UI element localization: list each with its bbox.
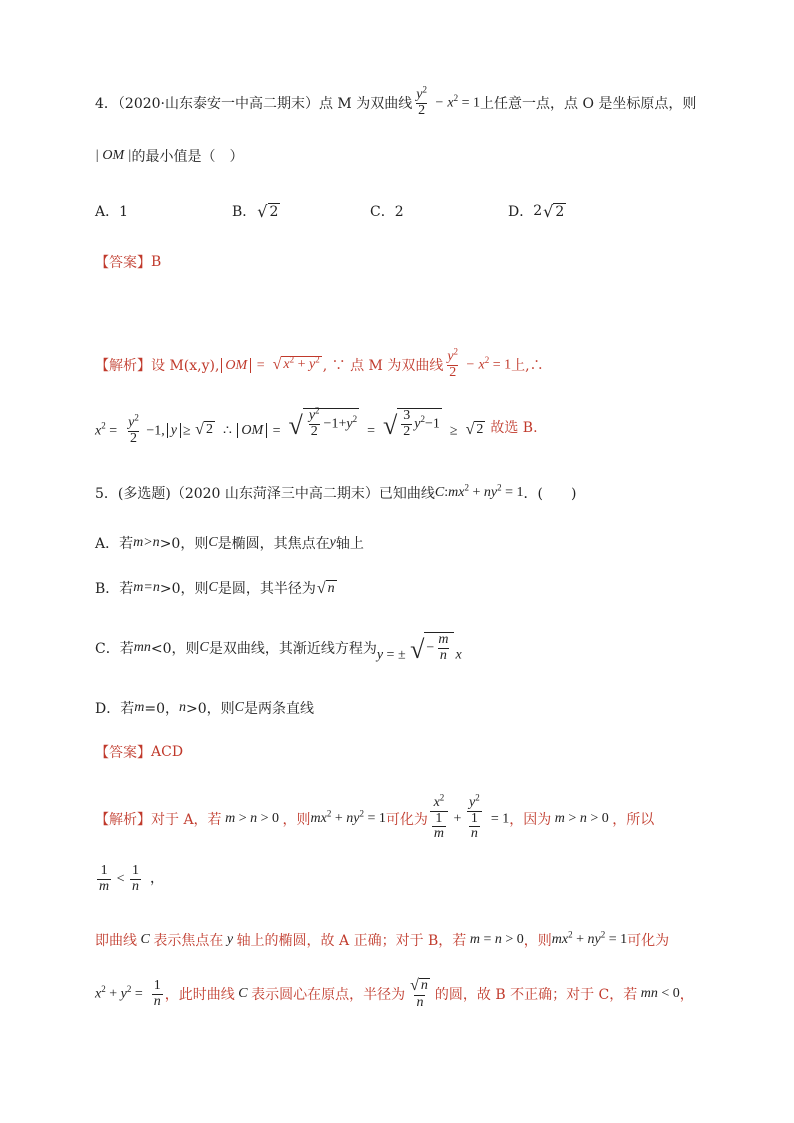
- q4-stem-text-2: 上任意一点，点 O 是坐标原点，则: [480, 96, 697, 113]
- q5-option-d: D．若 m =0， n >0，则 C 是两条直线: [95, 700, 314, 717]
- analysis-tag: 【解析】: [95, 812, 151, 829]
- q5-option-c: C．若 mn <0，则 C 是双曲线，其渐近线方程为 y = ± √ − $\frac{m}{n}$ x: [95, 632, 462, 665]
- q4-answer: [95, 252, 161, 272]
- answer-value: ACD: [151, 744, 184, 760]
- q4-option-c: C．2: [370, 204, 404, 220]
- q5-option-a: A．若 m>n >0，则 C 是椭圆，其焦点在 y 轴上: [95, 535, 364, 552]
- q4-stem-line1: [95, 84, 697, 118]
- q4-stem-line2: [95, 146, 243, 166]
- q5-option-b: B．若 m=n >0，则 C 是圆，其半径为 √ n: [95, 579, 335, 597]
- q5-curve-equation: $C:mx^2 + ny^2 = 1$: [434, 482, 524, 500]
- answer-value: B: [151, 254, 162, 270]
- q4-option-d: D． 2 √ 2: [508, 201, 565, 221]
- answer-tag: 【答案】: [95, 255, 151, 271]
- answer-tag: 【答案】: [95, 745, 151, 761]
- q5-analysis-line3: 即曲线 C 表示焦点在 y 轴上的椭圆，故 A 正确；对于 B，若 m = n > 0 ，则 $mx^2 + ny^2 = 1$ 可化为: [95, 929, 670, 949]
- q5-analysis-line1: 【解析】 对于 A，若 m > n > 0 ，则 $mx^2 + ny^2 = 1$ 可化为 $\frac{x^2}{\frac{1}{m}}$ + $\frac{y^2}{\frac{1}{n}}$ = 1 ，因为 m > n > 0 ，所以: [95, 792, 655, 842]
- q4-analysis-line1: 【解析】 设 M(x,y), OM = √ $x^2 + y^2$ , ∵ 点 M 为双曲线 $\frac{y^2}{2}$ − $x^2 = 1$ 上,∴: [95, 346, 544, 380]
- q4-option-b: B． √ 2: [232, 201, 279, 221]
- q5-analysis-line2: $\frac{1}{m}$ < $\frac{1}{n}$ ，: [99, 863, 165, 894]
- q4-option-a: A．1: [95, 204, 129, 220]
- q5-answer: [95, 742, 183, 762]
- q5-asymptote: y = ± √ − $\frac{m}{n}$ x: [376, 632, 462, 665]
- q4-stem-text: 4．（2020·山东泰安一中高二期末）点 M 为双曲线: [95, 96, 413, 113]
- q4-om-formula: OM = √ $x^2 + y^2$: [219, 356, 322, 374]
- q4-options: [95, 201, 695, 223]
- q4-om-abs: | OM |: [95, 148, 132, 163]
- analysis-tag: 【解析】: [95, 358, 151, 375]
- q4-hyperbola-equation: $\frac{y^2}{2}$ − $x^2 = 1$: [416, 84, 481, 118]
- q4-analysis-line2: $x^2$ = $\frac{y^2}{2}$ −1, y ≥ √ 2 ∴ OM = √ $\frac{y^2}{2}$ $-1+y^2$ = √ $\frac{3}{2}$ $y^2-1$ ≥ √ 2 故选 B.: [95, 405, 538, 446]
- q4-stem-text-3: 的最小值是（ ）: [131, 149, 244, 165]
- q5-stem-text: 5．(多选题)（2020 山东菏泽三中高二期末）已知曲线: [95, 486, 435, 502]
- q4-derivation: $x^2$ = $\frac{y^2}{2}$ −1, y ≥ √ 2 ∴ OM = √ $\frac{y^2}{2}$ $-1+y^2$ = √ $\frac{3}{2}$ $y^2-1$ ≥ √ 2: [95, 405, 484, 446]
- q5-analysis-line4: $x^2 + y^2$ = $\frac{1}{n}$ ，此时曲线 C 表示圆心在原点，半径为 √ n n 的圆，故 B 不正确；对于 C，若 mn < 0 ，: [95, 977, 694, 1010]
- q5-stem: 5．(多选题)（2020 山东菏泽三中高二期末）已知曲线 $C:mx^2 + ny^2 = 1$ ．( ): [95, 482, 577, 502]
